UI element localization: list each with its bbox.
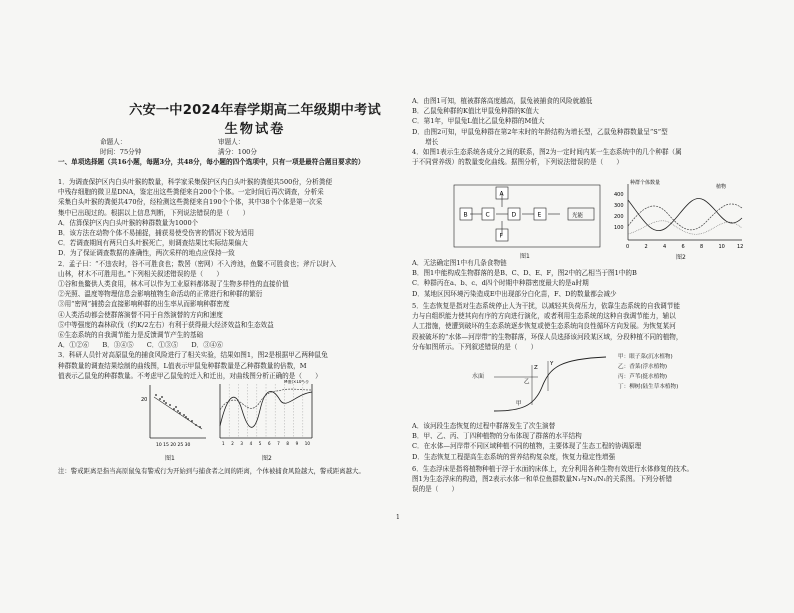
- q5-line-2: 人工措施，使遭到破坏的生态系统逐步恢复或使生态系统向良性循环方向发展。为恢复某河: [412, 322, 676, 331]
- q5-figure: [490, 347, 610, 417]
- q3-fig2-caption: 图2: [262, 455, 272, 462]
- right-line-1: B．乙鼠兔种群的K值比甲鼠兔种群的K值大: [412, 107, 539, 116]
- q5-yi-label: 乙: [524, 379, 530, 385]
- q3-fig1-ticks: 10 15 20 25 30: [156, 443, 191, 448]
- q3-fig2-tick-9: 10: [304, 441, 310, 446]
- q3-fig2-tick-1: 2: [231, 441, 234, 446]
- q4-fig2-yticks: [614, 192, 624, 231]
- q5-option-0: A．该河段生态恢复的过程中群落发生了次生演替: [412, 422, 556, 430]
- q4-fig2-ytick-2: 200: [614, 214, 624, 220]
- q4-sun-label: 光能: [572, 213, 584, 219]
- left-line-4: A．估算保护区内白头叶猴的种群数量为1000个: [58, 218, 199, 227]
- left-line-2: 采集白头叶猴的粪便共470份，经检测这些粪便来自190个个体，其中38个个体是第一次采: [58, 198, 323, 207]
- q3-fig2-tick-2: 3: [240, 441, 243, 446]
- q4-fig2-ytick-3: 100: [614, 225, 624, 231]
- left-line-18: 种群数量的调查结果绘制的曲线图，L值表示甲鼠兔种群数量是乙种群数量的倍数，M: [58, 361, 307, 370]
- right-line-2: C．第1年，甲鼠兔L值比乙鼠兔种群的M值大: [412, 117, 545, 126]
- left-line-9: 山林，材木不可胜用也。”下列相关叙述错误的是（ ）: [58, 269, 223, 278]
- q5-line-0: 5．生态恢复是指对生态系统停止人为干扰，以减轻其负荷压力，依靠生态系统的自我调节能: [412, 302, 680, 310]
- q4-fig2-plant-legend: 植物: [716, 184, 727, 190]
- left-line-17: 3．科研人员针对高原鼠兔的捕食风险进行了相关实验，结果如图1，图2是根据甲乙两种鼠兔: [58, 351, 328, 360]
- q3-fig1-points: [155, 394, 201, 428]
- left-line-1: 中残存细胞的微卫星DNA，鉴定出这些粪便来自200个个体。一定时间后再次调查，分析采: [58, 188, 324, 197]
- q3-figure1: [140, 383, 210, 453]
- q3-fig1-ytick: 20: [141, 397, 148, 403]
- q4-box-label-F: F: [499, 232, 503, 240]
- q3-fig1-point-0: [155, 394, 157, 396]
- q5-y-label: Y: [550, 361, 554, 367]
- left-line-6: C．若调查期间有两只白头叶猴死亡，则调查结果比实际结果偏大: [58, 239, 248, 248]
- q3-figure2: [208, 380, 318, 452]
- q3-fig2-tick-0: 1: [222, 441, 225, 446]
- q5-legend-item-0: 甲：眼子菜(沉水植物): [618, 354, 673, 360]
- q4-fig2-xtick-0: 0: [626, 244, 630, 250]
- proposer-label: 命题人：: [100, 138, 127, 146]
- q3-fig1-caption: 图1: [165, 455, 175, 462]
- q4-fig2-xtick-6: 12: [737, 244, 744, 250]
- q5-line-1: 力与自组织能力使其向有序的方向进行演化，或者利用生态系统的这种自我调节能力，辅以: [412, 312, 676, 321]
- q4-figure2: [606, 178, 746, 253]
- q4-fig2-ytick-0: 400: [614, 192, 624, 198]
- right-line-5: 4．如图1表示生态系统各成分之间的联系，图2为一定时间内某一生态系统中的几个种群（属: [412, 148, 682, 156]
- q3-fig1-point-8: [183, 414, 185, 416]
- left-line-19: 值表示乙鼠兔的种群数量。不考虑甲乙鼠兔的迁入和迁出，对曲线图分析正确的是（ ）: [58, 371, 322, 380]
- q4-box-label-C: C: [485, 211, 490, 219]
- right-line-6: 于不同营养级）的数量变化曲线。据图分析，下列说法错误的是（ ）: [412, 158, 623, 167]
- q3-note: 注：警戒距离是指当高原鼠兔有警戒行为开始到与捕食者之间的距离，个体被捕食风险越大，警戒距离越大。: [58, 467, 365, 475]
- right-line-4: 增长: [412, 137, 439, 146]
- exam-time: 时间：75分钟: [100, 148, 142, 156]
- q5-legend-item-2: 丙：芦苇(挺水植物): [618, 374, 668, 380]
- q3-fig1-point-3: [165, 402, 167, 404]
- q4-fig2-xticks: [626, 244, 743, 250]
- left-line-15: ⑥生态系统的自我调节能力是反馈调节产生的基础: [58, 331, 204, 339]
- q4-option-1: B．图1中能构成生物群落的是B、C、D、E、F，图2中的乙相当于图1中的B: [412, 269, 637, 278]
- q3-fig1-point-2: [161, 396, 163, 398]
- q3-fig1-point-13: [163, 400, 165, 402]
- exam-subtitle: 生物试卷: [224, 122, 286, 137]
- q4-fig2-xtick-5: 10: [718, 244, 725, 250]
- q4-box-label-E: E: [537, 211, 542, 219]
- q5-legend-item-3: 丁：柳树(陆生草本植物): [618, 384, 679, 390]
- q6-line-0: 6．生态浮床是指将植物种植于浮于水面的床体上，充分利用各种生物有效进行水体修复的技术。: [412, 465, 694, 473]
- q4-fig2-xtick-2: 4: [663, 244, 667, 250]
- q5-z-label: Z: [534, 365, 538, 371]
- q4-fig2-xtick-1: 2: [644, 244, 648, 250]
- exam-score: 满分：100分: [218, 148, 257, 156]
- left-line-7: D．为了保证调查数据的准确性，两次采样的地点应保持一致: [58, 249, 235, 258]
- q3-fig1-point-4: [169, 404, 171, 406]
- left-line-10: ①谷和鱼鳖供人类食用，林木可以作为工业原料都体现了生物多样性的直接价值: [58, 280, 289, 288]
- q4-fig2-caption: 图2: [676, 254, 686, 261]
- q5-option-2: C．在水体—河岸带不同区域种植不同的植物，主要体现了生态工程的协调原理: [412, 442, 642, 451]
- q4-fig2-curve-plant: [628, 198, 742, 230]
- q5-legend-item-1: 乙：香菜(浮水植物): [618, 364, 668, 370]
- q4-fig1-caption: 图1: [520, 253, 530, 260]
- q4-option-0: A．无法确定图1中有几条食物链: [412, 259, 507, 267]
- left-line-16: A．①②⑥ B．③④⑤ C．①③⑤ D．③④⑥: [58, 341, 224, 350]
- q5-water-label: 水面: [472, 373, 485, 380]
- left-line-5: B．该方法在动物个体不易捕捉，捕获易使受伤害的情况下较为适用: [58, 229, 255, 237]
- q5-option-1: B．甲、乙、丙、丁四种植物的分布体现了群落的水平结构: [412, 432, 582, 441]
- q4-fig2-xtick-3: 6: [681, 244, 685, 250]
- q3-fig2-y2-label: M值(×10⁴只): [284, 380, 309, 384]
- right-line-0: A．由图1可知，植被群落高度越高，鼠兔被捕食的风险就越低: [412, 97, 593, 105]
- q3-fig2-tick-6: 7: [277, 441, 280, 446]
- q4-fig2-ylabel: 种群个体数量: [630, 180, 661, 186]
- q4-fig2-xtick-4: 8: [700, 244, 704, 250]
- reviewer-label: 审题人：: [218, 138, 245, 146]
- section1-header: 一、单项选择题（共16小题，每题3分，共48分，每小题的四个选项中，只有一项是最符合题目要求的）: [58, 158, 365, 166]
- q4-figure1: [452, 183, 602, 251]
- left-line-3: 集中已出现过的。根据以上信息判断，下列说法错误的是（ ）: [58, 208, 250, 217]
- q3-fig2-tick-4: 5: [258, 441, 262, 446]
- right-line-3: D．由图2可知，甲鼠兔种群在第2年末时的年龄结构为增长型，乙鼠兔种群数量呈“S”型: [412, 127, 668, 136]
- q4-option-2: C．种群丙在a、b、c、d四个时期中种群密度最大的是a时期: [412, 279, 589, 288]
- q5-line-3: 段被破坏的“水体—河岸带”的生物群落，环保人员选择该河段某区域，分段种植不同的植物，: [412, 332, 683, 341]
- q4-box-label-B: B: [463, 211, 468, 219]
- q3-fig2-ticks: [222, 441, 310, 446]
- q5-line-4: 分布如图所示。下列叙述错误的是（ ）: [412, 342, 538, 351]
- q4-box-label-D: D: [511, 211, 517, 219]
- q3-fig1-point-1: [159, 398, 161, 400]
- left-line-8: 2．孟子曰：“不违农时，谷不可胜食也；数罟（密网）不入洿池，鱼鳖不可胜食也；斧斤以时入: [58, 259, 336, 268]
- left-line-0: 1．为调查保护区内白头叶猴的数量，科学家采集保护区内白头叶猴的粪便共500份，分析粪便: [58, 178, 332, 186]
- q5-option-3: D．生态恢复工程提高生态系统的营养结构复杂度，恢复力稳定性增强: [412, 452, 616, 461]
- left-line-14: ⑤中等强度的森林砍伐（约K/2左右）有利于获得最大经济效益和生态效益: [58, 320, 274, 329]
- q3-fig1-trend-line: [154, 397, 202, 429]
- left-line-11: ②光照、温度等物理信息会影响植物生命活动的正常进行和种群的繁衍: [58, 290, 263, 299]
- q6-line-2: 误的是（ ）: [412, 485, 459, 494]
- q3-fig2-tick-8: 9: [295, 441, 299, 446]
- q3-fig2-tick-5: 6: [268, 441, 271, 446]
- q4-box-label-A: A: [499, 190, 504, 198]
- q4-fig2-ytick-1: 300: [614, 203, 624, 209]
- page-number: 1: [396, 514, 400, 521]
- left-line-13: ④人类活动都会使群落演替不同于自然演替的方向和速度: [58, 310, 223, 319]
- q3-fig1-point-14: [177, 410, 179, 412]
- q4-option-3: D．某地区因环境污染造成E中出现部分白化苗，F、D的数量都会减少: [412, 289, 617, 298]
- q3-fig2-tick-7: 8: [286, 441, 289, 446]
- q3-fig2-tick-3: 4: [249, 441, 253, 446]
- left-line-12: ③用“密网”捕捞会直接影响种群的出生率从而影响种群密度: [58, 300, 230, 309]
- q3-fig1-point-6: [175, 406, 177, 408]
- q6-line-1: 图1为生态浮床的构造，图2表示水体一和单位鱼群数量N₁与N₂/N₁的关系图。下列分析错: [412, 475, 673, 484]
- q5-jia-label: 甲: [516, 401, 522, 407]
- exam-title: 六安一中2024年春学期高二年级期中考试: [129, 103, 381, 118]
